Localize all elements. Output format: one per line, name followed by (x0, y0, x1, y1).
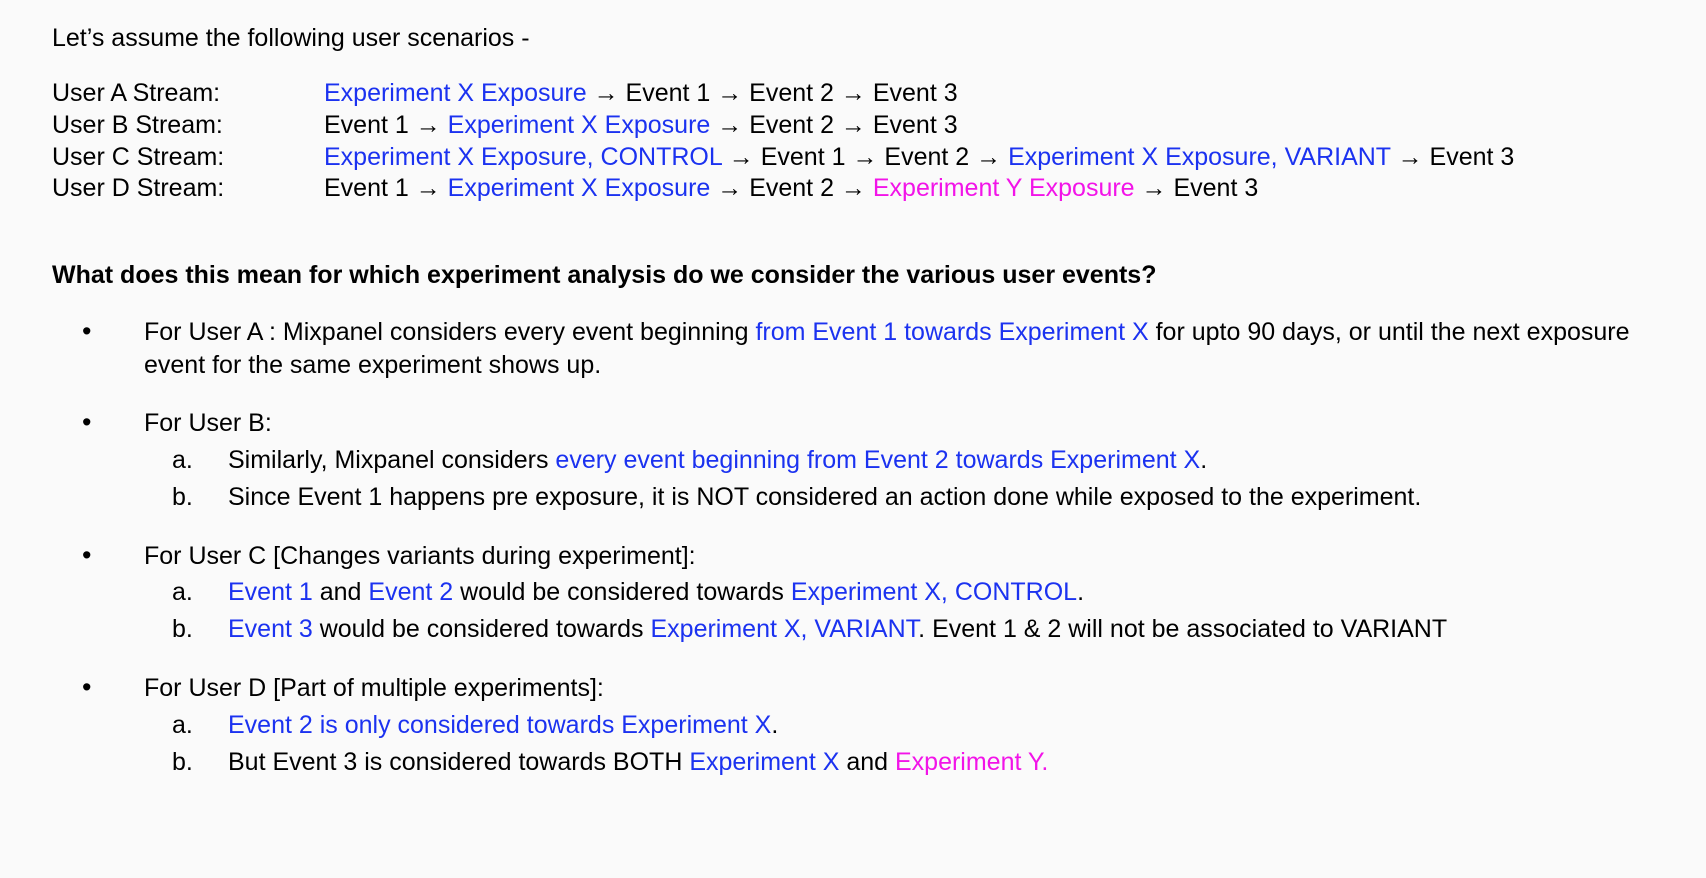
user-stream-label: User D Stream: (52, 174, 225, 203)
analysis-sub-marker: b. (172, 747, 193, 776)
user-stream-label: User B Stream: (52, 110, 223, 139)
user-streams-block (52, 78, 1666, 205)
analysis-sub-list (144, 709, 1666, 779)
analysis-sub-text-segment-1: would be considered towards (312, 615, 651, 643)
analysis-sub-marker: a. (172, 445, 193, 474)
user-stream-sequence (324, 78, 1666, 110)
analysis-sub-text-segment-2: Event 2 (368, 578, 454, 606)
analysis-bullet-text-segment-0: For User D [Part of multiple experiments]: (144, 674, 604, 702)
analysis-sub-text-segment-0: Since Event 1 happens pre exposure, it is NOT considered an action done while exposed to the experiment. (228, 482, 1422, 511)
analysis-sub-text-segment-3: Experiment Y. (895, 747, 1049, 776)
analysis-sub-list (144, 444, 1666, 514)
user-stream-sequence-segment-1: → Event 1 → Event 2 → (721, 142, 1009, 171)
analysis-bullet-item (52, 540, 1666, 647)
user-stream-label: User A Stream: (52, 79, 221, 107)
analysis-sub-text-segment-1: . (771, 710, 779, 739)
user-stream-row (52, 78, 1666, 110)
analysis-sub-item (144, 576, 1666, 609)
analysis-bullet-list (52, 316, 1666, 779)
analysis-bullet-item (52, 316, 1666, 381)
analysis-sub-text-segment-0: But Event 3 is considered towards BOTH (228, 747, 690, 776)
analysis-sub-text-segment-0: Similarly, Mixpanel considers (228, 445, 556, 474)
user-stream-sequence-segment-3: Experiment Y Exposure (872, 174, 1135, 203)
user-stream-sequence-segment-2: → Event 2 → (710, 174, 873, 203)
user-stream-sequence (324, 173, 1666, 205)
analysis-sub-marker: b. (172, 482, 193, 511)
analysis-sub-text (228, 483, 1421, 511)
analysis-sub-text-segment-0: Event 1 (228, 578, 313, 606)
user-stream-sequence-segment-2: Experiment X Exposure, VARIANT (1008, 142, 1391, 171)
analysis-sub-text-segment-5: . (1077, 578, 1085, 606)
user-stream-sequence-segment-0: Experiment X Exposure (324, 79, 587, 107)
analysis-bullet-text (144, 316, 1666, 381)
analysis-sub-marker: a. (172, 578, 193, 606)
user-stream-row (52, 142, 1666, 174)
analysis-sub-text-segment-1: Experiment X (689, 747, 840, 776)
user-stream-sequence-segment-1: → Event 1 → Event 2 → Event 3 (586, 79, 958, 107)
user-stream-sequence-segment-0: Event 1 → (324, 174, 448, 203)
user-stream-row (52, 110, 1666, 142)
analysis-sub-text (228, 446, 1207, 474)
analysis-sub-text-segment-4: Experiment X, CONTROL (790, 578, 1078, 606)
analysis-sub-item (144, 613, 1666, 646)
analysis-sub-text-segment-1: and (312, 578, 369, 606)
user-stream-sequence-segment-4: → Event 3 (1134, 174, 1259, 203)
user-stream-sequence-segment-0: Event 1 → (324, 110, 448, 139)
analysis-sub-text (228, 711, 778, 739)
analysis-sub-text-segment-0: Event 2 is only considered towards Experiment X (228, 710, 772, 739)
user-stream-sequence (324, 110, 1666, 142)
analysis-sub-marker: a. (172, 710, 193, 739)
analysis-sub-text (228, 748, 1048, 776)
user-stream-sequence-segment-2: → Event 2 → Event 3 (710, 110, 958, 139)
user-stream-row (52, 173, 1666, 205)
analysis-sub-item (144, 709, 1666, 742)
user-stream-sequence-segment-3: → Event 3 (1390, 142, 1515, 171)
analysis-sub-text-segment-0: Event 3 (228, 615, 313, 643)
analysis-sub-item (144, 746, 1666, 779)
user-stream-sequence-segment-0: Experiment X Exposure, CONTROL (324, 142, 722, 171)
user-stream-sequence-segment-1: Experiment X Exposure (447, 174, 711, 203)
analysis-bullet-text-segment-1: from Event 1 towards Experiment X (755, 318, 1149, 346)
analysis-sub-text-segment-2: and (839, 747, 895, 776)
user-stream-label: User C Stream: (52, 142, 225, 171)
analysis-bullet-text-segment-0: For User A : Mixpanel considers every event beginning (144, 318, 756, 346)
analysis-sub-text (228, 615, 1447, 643)
analysis-bullet-text-segment-0: For User C [Changes variants during experiment]: (144, 541, 696, 570)
analysis-bullet-text (144, 672, 1666, 705)
analysis-bullet-text (144, 407, 1666, 440)
analysis-sub-text-segment-1: every event beginning from Event 2 towards Experiment X (555, 445, 1201, 474)
analysis-bullet-text-segment-0: For User B: (144, 409, 272, 437)
analysis-bullet-item (52, 672, 1666, 779)
analysis-sub-marker: b. (172, 615, 193, 643)
analysis-sub-item (144, 444, 1666, 477)
analysis-sub-item (144, 481, 1666, 514)
intro-paragraph: Let’s assume the following user scenarios - (52, 24, 530, 52)
analysis-sub-text-segment-2: . (1200, 445, 1208, 474)
section-question: What does this mean for which experiment analysis do we consider the various user events? (52, 261, 1157, 289)
analysis-bullet-text-segment-2: for upto 90 days, or until the next exposure event for the same experiment shows up. (144, 318, 1630, 379)
analysis-sub-text (228, 578, 1084, 606)
analysis-sub-text-segment-2: Experiment X, VARIANT (650, 615, 919, 643)
analysis-sub-text-segment-3: would be considered towards (453, 578, 791, 606)
user-stream-sequence-segment-1: Experiment X Exposure (447, 110, 711, 139)
analysis-sub-text-segment-3: . Event 1 & 2 will not be associated to VARIANT (918, 615, 1448, 643)
analysis-bullet-text (144, 540, 1666, 573)
analysis-bullet-item (52, 407, 1666, 514)
analysis-sub-list (144, 576, 1666, 646)
user-stream-sequence (324, 142, 1666, 174)
